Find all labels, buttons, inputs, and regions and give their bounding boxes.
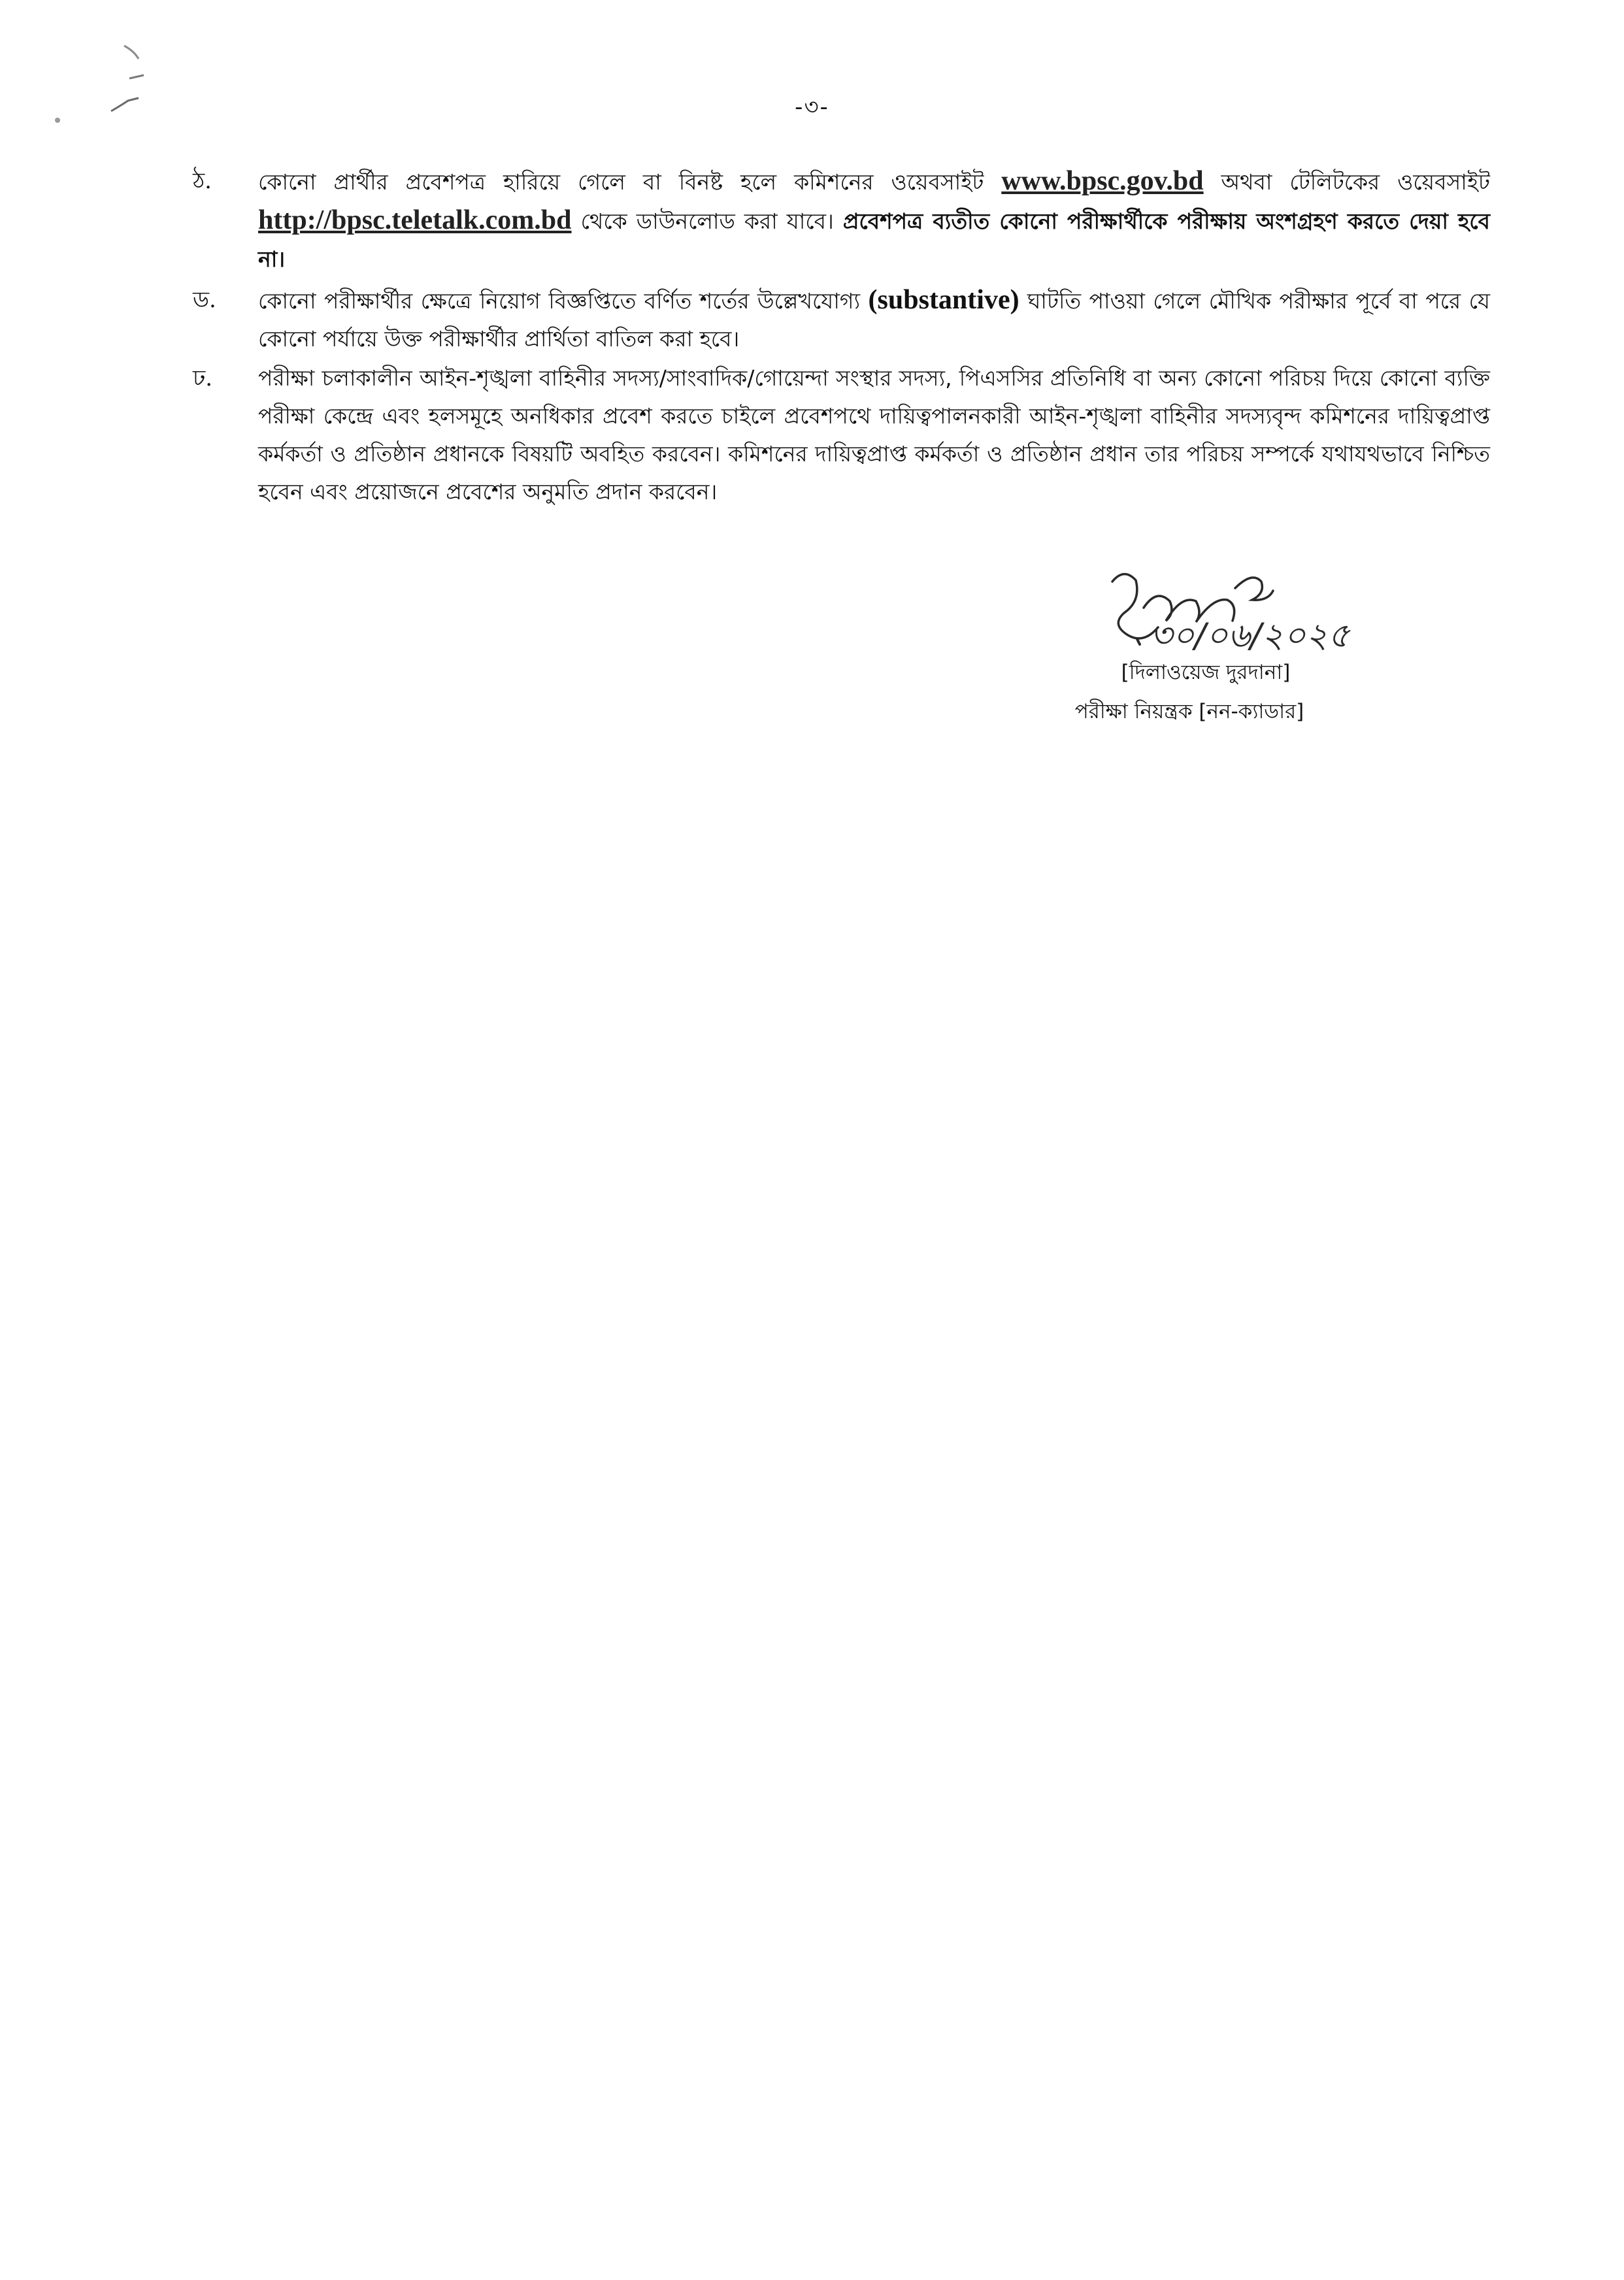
text-segment: থেকে ডাউনলোড করা যাবে। [571, 208, 843, 234]
substantive-term: (substantive) [868, 285, 1019, 315]
list-item-tha [193, 162, 1490, 286]
text-segment: কোনো পরীক্ষার্থীর ক্ষেত্রে নিয়োগ বিজ্ঞপ্তিতে বর্ণিত শর্তের উল্লেখযোগ্য [258, 288, 869, 314]
list-item-ddha [193, 359, 1490, 555]
list-item-marker: ঠ. [193, 168, 212, 194]
text-segment: অথবা টেলিটকের ওয়েবসাইট [1203, 169, 1491, 195]
list-item-text [258, 162, 1490, 278]
signature-date: ৩০/০৬/২০২৫ [1150, 616, 1350, 655]
signatory-designation: পরীক্ষা নিয়ন্ত্রক [নন-ক্যাডার] [1074, 700, 1304, 723]
list-item-dda [193, 281, 1490, 366]
bpsc-website-link[interactable]: www.bpsc.gov.bd [1001, 166, 1204, 196]
list-item-marker: ঢ. [193, 365, 213, 391]
list-item-text: পরীক্ষা চলাকালীন আইন-শৃঙ্খলা বাহিনীর সদস্য/সাংবাদিক/গোয়েন্দা সংস্থার সদস্য, পিএসসির প্রতিনিধি বা অন্য কোনো পরিচয় দিয়ে কোনো ব্যক্তি পরীক্ষা কেন্দ্রে এবং হলসমূহে অনধিকার প্রবেশ করতে চাইলে প্রবেশপথে দায়িত্বপালনকারী আইন-শৃঙ্খলা বাহিনীর সদস্যবৃন্দ কমিশনের দায়িত্বপ্রাপ্ত কর্মকর্তা ও প্রতিষ্ঠান প্রধানকে বিষয়টি অবহিত করবেন। কমিশনের দায়িত্বপ্রাপ্ত কর্মকর্তা ও প্রতিষ্ঠান প্রধান তার পরিচয় সম্পর্কে যথাযথভাবে নিশ্চিত হবেন এবং প্রয়োজনে প্রবেশের অনুমতি প্রদান করবেন। [258, 365, 1490, 504]
list-item-text [258, 281, 1490, 358]
handwritten-signature [1098, 562, 1438, 660]
teletalk-website-link[interactable]: http://bpsc.teletalk.com.bd [258, 205, 572, 235]
text-segment: ঘাটতি পাওয়া গেলে মৌখিক পরীক্ষার পূর্বে বা পরে যে কোনো পর্যায়ে উক্ত পরীক্ষার্থীর প্রার্থিতা বাতিল করা হবে। [258, 288, 1490, 352]
text-segment: কোনো প্রার্থীর প্রবেশপত্র হারিয়ে গেলে বা বিনষ্ট হলে কমিশনের ওয়েবসাইট [258, 169, 1002, 195]
list-item-marker: ড. [193, 287, 216, 313]
page-number: -৩- [795, 94, 829, 120]
admit-card-warning: প্রবেশপত্র ব্যতীত কোনো পরীক্ষার্থীকে পরীক্ষায় অংশগ্রহণ করতে দেয়া হবে না। [258, 208, 1490, 272]
signatory-name: [দিলাওয়েজ দুরদানা] [1121, 661, 1291, 684]
